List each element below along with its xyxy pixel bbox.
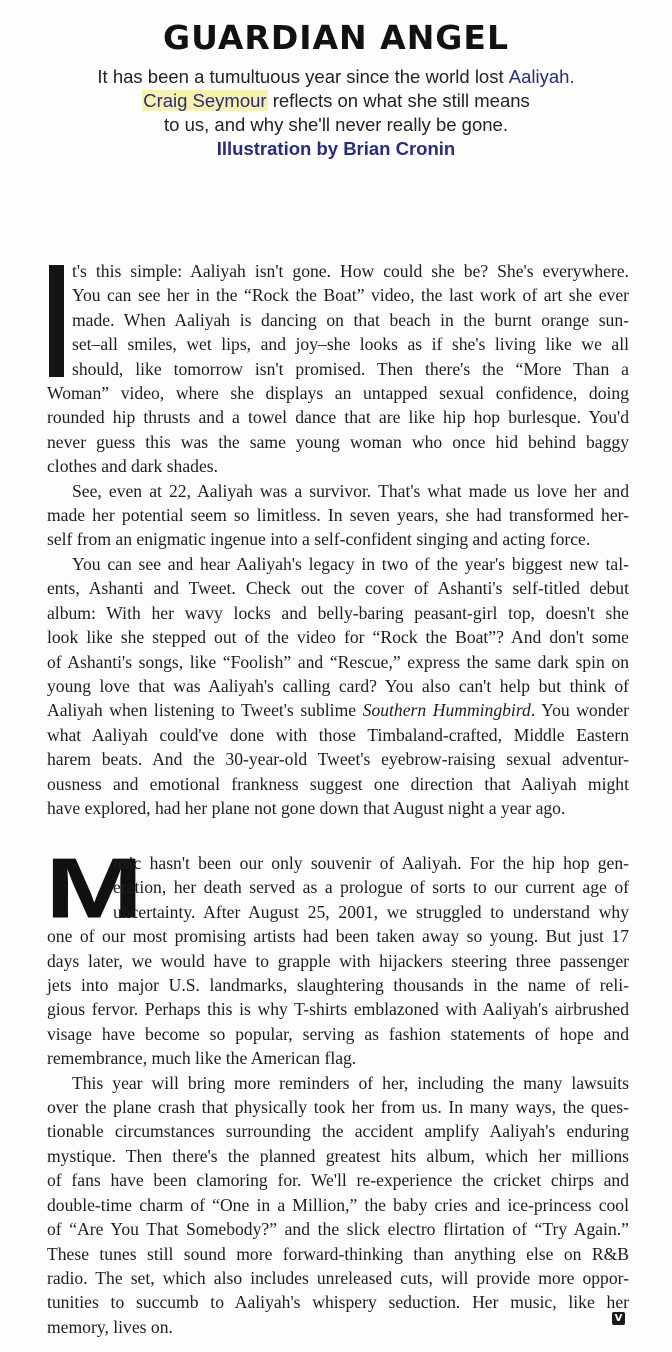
text-line: memory, lives on. bbox=[47, 1316, 173, 1337]
text-line: of “Are You That Somebody?” and the slick electro flirtation of “Try Again.” bbox=[47, 1219, 629, 1240]
text-line: days later, we would have to grapple with hijackers steering three passenger bbox=[47, 950, 629, 971]
text-line: tionable circumstances surrounding the accident amplify Aaliyah's enduring bbox=[47, 1121, 629, 1142]
text-line: visage have become so popular, serving as fashion statements of hope and bbox=[47, 1023, 629, 1044]
text-line: should, like tomorrow isn't promised. Then there's the “More Than a bbox=[72, 358, 629, 379]
deck-text: to us, and why she'll never really be gone. bbox=[164, 114, 508, 135]
text-run: . You wonder bbox=[530, 700, 629, 721]
author-name: Craig Seymour bbox=[143, 90, 267, 111]
text-line: made. When Aaliyah is dancing on that beach in the burnt orange sun- bbox=[72, 309, 629, 330]
section-2 bbox=[47, 851, 629, 1339]
deck-text: reflects on what she still means bbox=[272, 90, 530, 111]
text-line: This year will bring more reminders of her, including the many lawsuits bbox=[72, 1072, 629, 1093]
text-line: never guess this was the same young woman who once hid behind baggy bbox=[47, 431, 629, 452]
paragraph bbox=[47, 552, 629, 820]
text-line: have explored, had her plane not gone down that August night a year ago. bbox=[47, 797, 566, 818]
section-1 bbox=[47, 259, 629, 820]
text-line: You can see her in the “Rock the Boat” video, the last work of art she ever bbox=[72, 285, 629, 306]
text-line: mystique. Then there's the planned greatest hits album, which her millions bbox=[47, 1145, 629, 1166]
text-line: radio. The set, which also includes unreleased cuts, will provide more oppor- bbox=[47, 1267, 629, 1288]
text-line: eration, her death served as a prologue of sorts to our current age of bbox=[113, 877, 629, 898]
text-line bbox=[47, 698, 629, 722]
text-line: You can see and hear Aaliyah's legacy in two of the year's biggest new tal- bbox=[72, 553, 629, 574]
text-line: t's this simple: Aaliyah isn't gone. How could she be? She's everywhere. bbox=[72, 261, 629, 281]
text-line: set–all smiles, wet lips, and joy–she looks as if she's living like we all bbox=[72, 334, 629, 355]
deck-text: It has been a tumultuous year since the world lost bbox=[97, 66, 504, 87]
text-line: remembrance, much like the American flag. bbox=[47, 1048, 357, 1069]
text-line: double-time charm of “One in a Million,” the baby cries and ice-princess cool bbox=[47, 1194, 629, 1215]
deck-aaliyah: Aaliyah. bbox=[508, 66, 575, 87]
text-line: what Aaliyah could've done with those Timbaland-crafted, Middle Eastern bbox=[47, 724, 629, 745]
text-line: ents, Ashanti and Tweet. Check out the cover of Ashanti's self-titled debut bbox=[47, 578, 629, 599]
text-line: jets into major U.S. landmarks, slaughtering thousands in the name of reli- bbox=[47, 975, 629, 996]
text-line: gious fervor. Perhaps this is why T-shirts emblazoned with Aaliyah's airbrushed bbox=[47, 999, 629, 1020]
text-line: harem beats. And the 30-year-old Tweet's eyebrow-raising sexual adventur- bbox=[47, 749, 629, 770]
text-run: Aaliyah when listening to Tweet's sublime bbox=[47, 700, 357, 721]
drop-cap-m: M bbox=[45, 840, 142, 936]
text-line: over the plane crash that physically took her from us. In many ways, the ques- bbox=[47, 1097, 629, 1118]
text-line: young love that was Aaliyah's calling card? You also can't help but think of bbox=[47, 675, 629, 696]
text-line: clothes and dark shades. bbox=[47, 456, 218, 477]
text-line: These tunes still sound more forward-thinking than anything else on R&B bbox=[47, 1243, 629, 1264]
text-line: tunities to succumb to Aaliyah's whispery seduction. Her music, like her bbox=[47, 1292, 629, 1313]
text-line: made her potential seem so limitless. In seven years, she had transformed her- bbox=[47, 505, 629, 526]
article-deck bbox=[0, 65, 672, 161]
article-title: GUARDIAN ANGEL bbox=[163, 18, 509, 57]
text-line: self from an enigmatic ingenue into a self-confident singing and acting force. bbox=[47, 529, 591, 550]
text-line: one of our most promising artists had been taken away so young. But just 17 bbox=[47, 926, 629, 947]
text-line: of Ashanti's songs, like “Foolish” and “Rescue,” express the same dark spin on bbox=[47, 651, 629, 672]
paragraph bbox=[47, 479, 629, 552]
text-line: uncertainty. After August 25, 2001, we struggled to understand why bbox=[113, 901, 629, 922]
text-line: album: With her wavy locks and belly-baring peasant-girl top, doesn't she bbox=[47, 602, 629, 623]
end-mark-icon: V bbox=[612, 1312, 625, 1325]
text-line: of fans have been clamoring for. We'll re-experience the cricket chirps and bbox=[47, 1170, 629, 1191]
text-line: See, even at 22, Aaliyah was a survivor. That's what made us love her and bbox=[72, 480, 629, 501]
text-line: ousness and emotional frankness suggest one direction that Aaliyah might bbox=[47, 773, 629, 794]
illustration-credit: Illustration by Brian Cronin bbox=[216, 138, 456, 159]
paragraph bbox=[47, 1071, 629, 1339]
text-line: Woman” video, where she displays an untapped sexual confidence, doing bbox=[47, 383, 629, 404]
paragraph bbox=[47, 851, 629, 1071]
text-line: usic hasn't been our only souvenir of Aaliyah. For the hip hop gen- bbox=[113, 853, 629, 873]
text-line: rounded hip thrusts and a towel dance that are like hip hop burlesque. You'd bbox=[47, 407, 629, 428]
album-title: Southern Hummingbird bbox=[362, 700, 531, 721]
paragraph bbox=[47, 259, 629, 479]
text-line: look like she stepped out of the video for “Rock the Boat”? And don't some bbox=[47, 627, 629, 648]
